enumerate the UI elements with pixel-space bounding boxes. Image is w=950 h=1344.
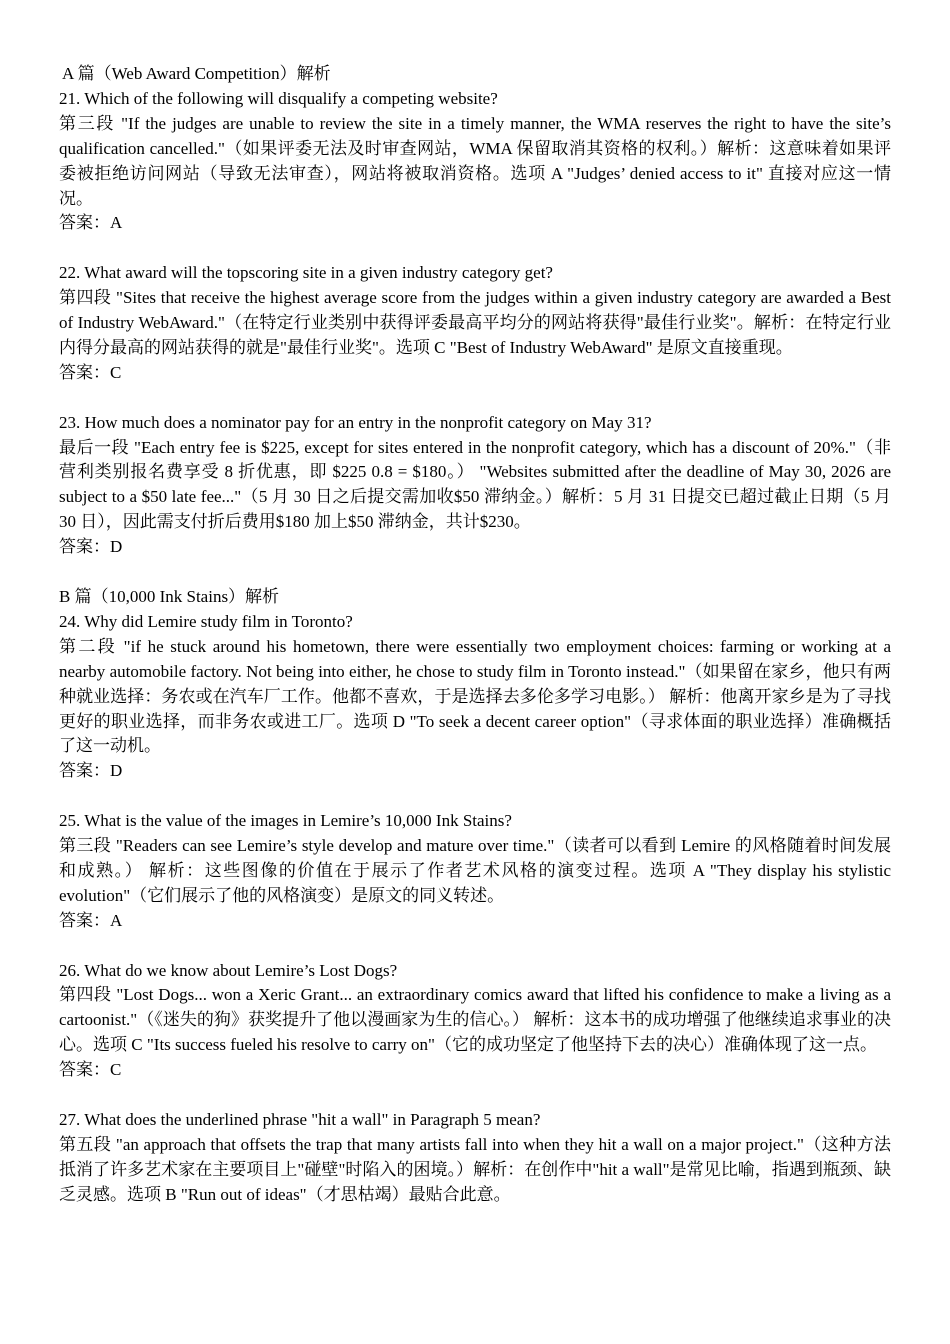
question-text: 25. What is the value of the images in Lemire’s 10,000 Ink Stains?	[59, 811, 512, 831]
analysis-text: 第三段 "Readers can see Lemire’s style develop and mature over time."（读者可以看到 Lemire 的风格随着时间发展和成熟。） 解析：这些图像的价值在于展示了作者艺术风格的演变过程。选项 A "They display his stylistic evolution"（它们展示了他的风格演变）是原文的同义转述。	[59, 836, 891, 905]
analysis-text: 第四段 "Lost Dogs... won a Xeric Grant... an extraordinary comics award that lifted his confidence to make a living as a cartoonist."（《迷失的狗》获奖提升了他以漫画家为生的信心。） 解析：这本书的成功增强了他继续追求事业的决心。选项 C "Its success fueled his resolve to carry on"（它的成功坚定了他坚持下去的决心）准确体现了这一点。	[59, 985, 891, 1055]
analysis-text: 第五段 "an approach that offsets the trap that many artists fall into when they hit a wall on a major project."（这种方法抵消了许多艺术家在主要项目上"碰壁"时陷入的困境。）解析：在创作中"hit a wall"是常见比喻，指遇到瓶颈、缺乏灵感。选项 B "Run out of ideas"（才思枯竭）最贴合此意。	[59, 1134, 891, 1204]
answer-text: 答案：D	[59, 761, 123, 781]
analysis-text: 第二段 "if he stuck around his hometown, there were essentially two employment choices: farming or working at a nearby automobile factory. Not being into either, he chose to study film in Toronto instead."（如果留在家乡，他只有两种就业选择：务农或在汽车厂工作。他都不喜欢，于是选择去多伦多学习电影。） 解析：他离开家乡是为了寻找更好的职业选择，而非务农或进工厂。选项 D "To seek a decent career option"（寻求体面的职业选择）准确概括了这一动机。	[59, 636, 891, 756]
question-27	[59, 1108, 891, 1208]
question-text: 23. How much does a nominator pay for an entry in the nonprofit category on May 31?	[59, 412, 652, 432]
question-text: 24. Why did Lemire study film in Toronto?	[59, 611, 353, 631]
analysis-text: 第四段 "Sites that receive the highest average score from the judges within a given industry category are awarded a Best of Industry WebAward."（在特定行业类别中获得评委最高平均分的网站将获得"最佳行业奖"。解析：在特定行业内得分最高的网站获得的就是"最佳行业奖"。选项 C "Best of Industry WebAward" 是原文直接重现。	[59, 288, 891, 357]
document-page	[59, 62, 891, 1208]
answer-text: 答案：A	[59, 910, 123, 930]
answer-text: 答案：C	[59, 1060, 122, 1080]
question-24	[59, 610, 891, 784]
analysis-text: 最后一段 "Each entry fee is $225, except for sites entered in the nonprofit category, which has a discount of 20%."（非营利类别报名费享受 8 折优惠，即 $225 0.8 = $180。） "Websites submitted after the deadline of May 30, 2026 are subject to a $50 late fee..."（5 月 30 日之后提交需加收$50 滞纳金。）解析：5 月 31 日提交已超过截止日期（5 月 30 日），因此需支付折后费用$180 加上$50 滞纳金，共计$230。	[59, 437, 891, 532]
answer-text: 答案：C	[59, 362, 122, 382]
question-text: 21. Which of the following will disqualify a competing website?	[59, 88, 498, 108]
answer-text: 答案：A	[59, 213, 123, 233]
question-22	[59, 261, 891, 386]
section-a-title: A 篇（Web Award Competition）解析	[62, 64, 331, 83]
question-21	[59, 87, 891, 236]
question-text: 22. What award will the topscoring site in a given industry category get?	[59, 263, 553, 283]
question-text: 26. What do we know about Lemire’s Lost Dogs?	[59, 960, 398, 980]
section-b-title: B 篇（10,000 Ink Stains）解析	[59, 586, 280, 606]
question-25	[59, 809, 891, 934]
question-23	[59, 411, 891, 560]
question-text: 27. What does the underlined phrase "hit a wall" in Paragraph 5 mean?	[59, 1109, 541, 1129]
answer-text: 答案：D	[59, 537, 123, 557]
question-26	[59, 959, 891, 1084]
analysis-text: 第三段 "If the judges are unable to review the site in a timely manner, the WMA reserves the right to have the site’s qualification cancelled."（如果评委无法及时审查网站，WMA 保留取消其资格的权利。）解析：这意味着如果评委被拒绝访问网站（导致无法审查），网站将被取消资格。选项 A "Judges’ denied access to it" 直接对应这一情况。	[59, 113, 891, 208]
